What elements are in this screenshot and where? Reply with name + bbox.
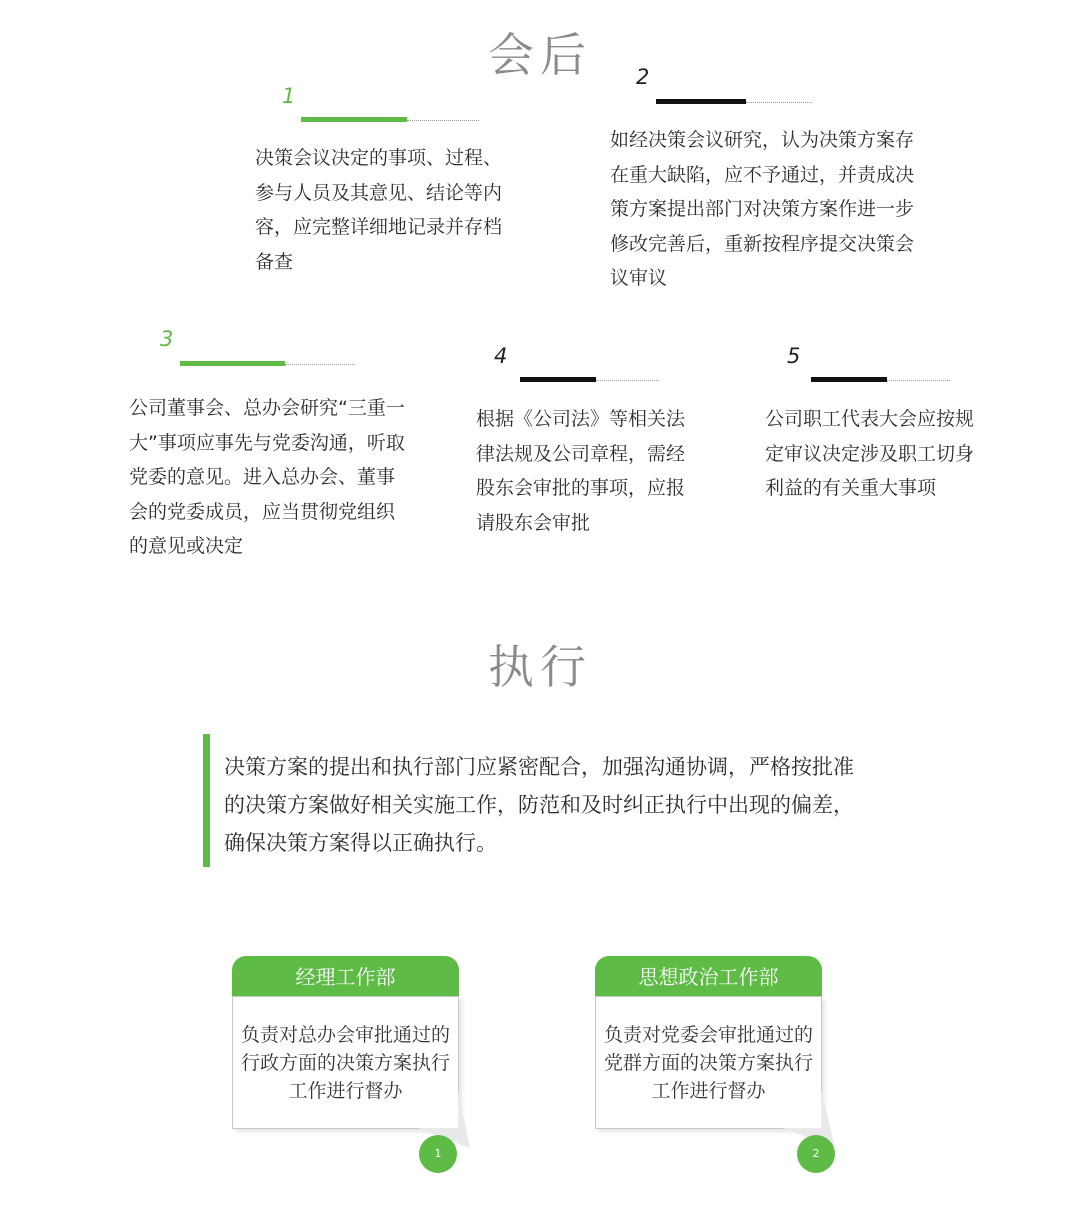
- item-text-4: 根据《公司法》等相关法律法规及公司章程，需经股东会审批的事项，应报请股东会审批: [476, 408, 686, 534]
- item-text-1: 决策会议决定的事项、过程、参与人员及其意见、结论等内容，应完整详细地记录并存档备查: [255, 147, 503, 273]
- card-title-1: 经理工作部: [232, 956, 459, 996]
- item-bar-1: [301, 117, 407, 122]
- card-title-2: 思想政治工作部: [595, 956, 822, 996]
- item-text-5: 公司职工代表大会应按规定审议决定涉及职工切身利益的有关重大事项: [765, 408, 975, 499]
- card-badge-2: 2: [797, 1135, 835, 1173]
- item-dots-5: [887, 380, 950, 381]
- item-number-3: 3: [160, 327, 174, 351]
- execution-text: 决策方案的提出和执行部门应紧密配合，加强沟通协调，严格按批准的决策方案做好相关实施工作，防范和及时纠正执行中出现的偏差，确保决策方案得以正确执行。: [224, 755, 854, 855]
- item-dots-4: [596, 380, 659, 381]
- item-bar-5: [811, 377, 887, 382]
- item-dots-1: [407, 120, 479, 121]
- card-badge-1: 1: [419, 1135, 457, 1173]
- card-text-1: 负责对总办会审批通过的行政方面的决策方案执行工作进行督办: [240, 1023, 450, 1102]
- item-number-2: 2: [636, 65, 650, 89]
- item-number-4: 4: [494, 344, 508, 368]
- item-number-1: 1: [282, 84, 296, 108]
- card-text-2: 负责对党委会审批通过的党群方面的决策方案执行工作进行督办: [603, 1023, 813, 1102]
- section-title-after: 会后: [488, 28, 592, 82]
- item-text-3: 公司董事会、总办会研究“三重一大”事项应事先与党委沟通，听取党委的意见。进入总办会、董事会的党委成员，应当贯彻党组织的意见或决定: [129, 397, 405, 557]
- item-text-2: 如经决策会议研究，认为决策方案存在重大缺陷，应不予通过，并责成决策方案提出部门对决策方案作进一步修改完善后，重新按程序提交决策会议审议: [610, 129, 915, 289]
- item-number-5: 5: [787, 344, 801, 368]
- execution-accent-bar: [203, 734, 210, 867]
- item-bar-2: [656, 99, 746, 104]
- item-dots-3: [285, 364, 355, 365]
- item-dots-2: [746, 102, 812, 103]
- item-bar-4: [520, 377, 596, 382]
- section-title-execution: 执行: [488, 640, 592, 694]
- item-bar-3: [180, 361, 285, 366]
